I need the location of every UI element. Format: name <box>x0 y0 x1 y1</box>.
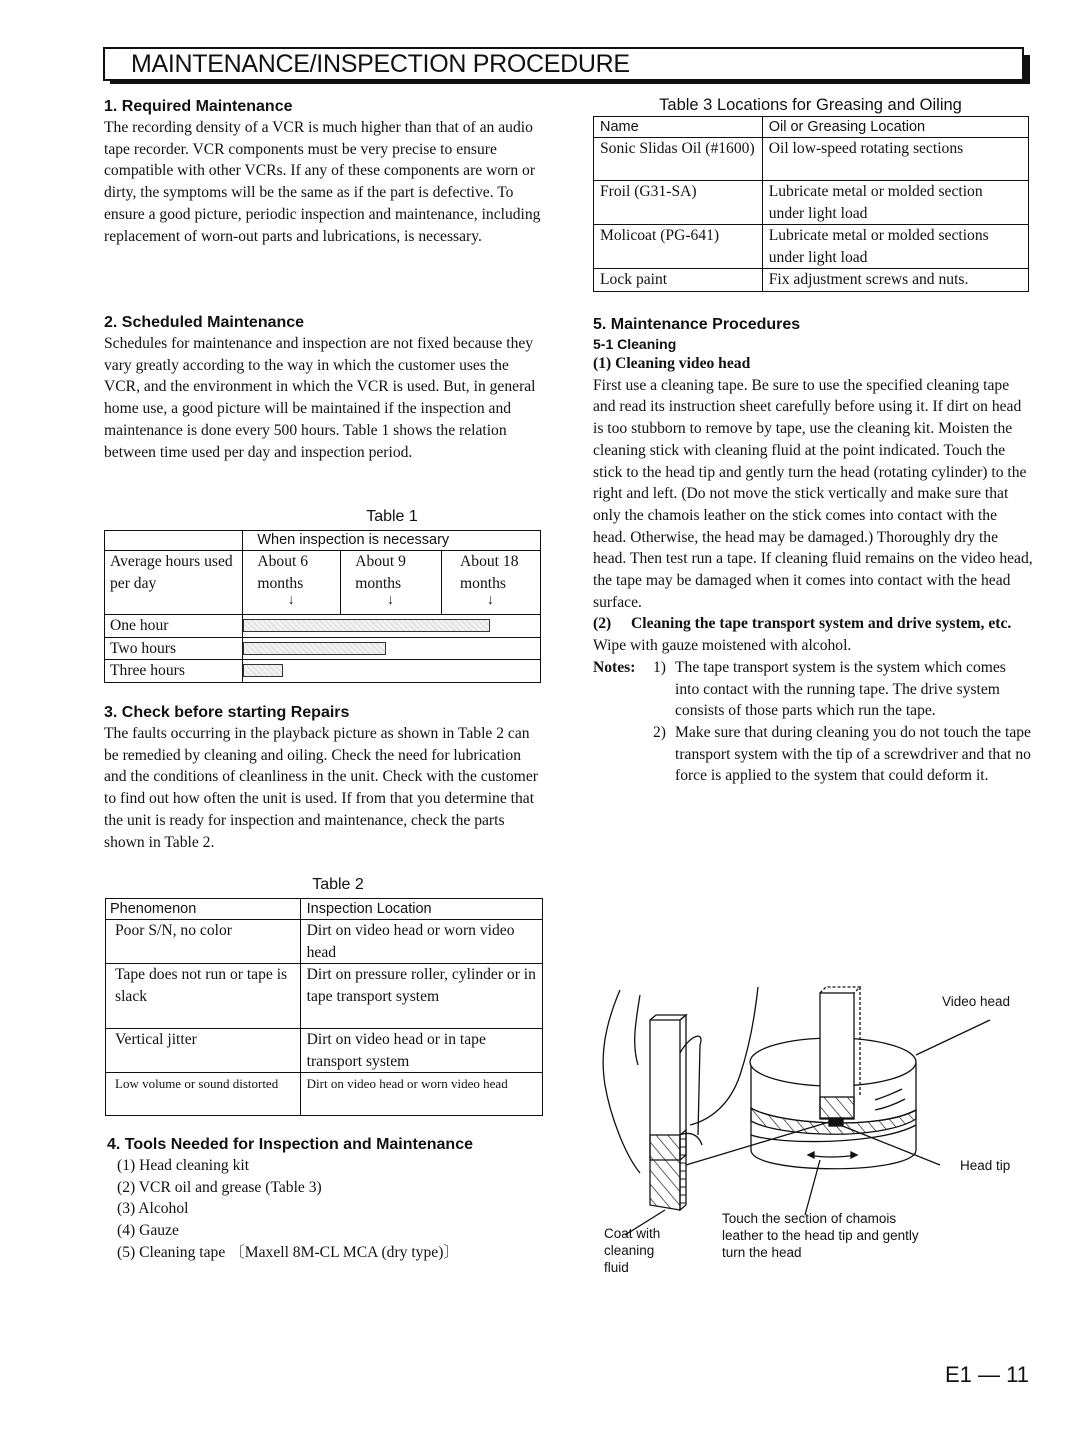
note-text: The tape transport system is the system which comes into contact with the running tape. The drive system consists of those parts which run the tape. <box>675 658 1006 720</box>
title-banner <box>103 47 1024 81</box>
table1-row-label: Two hours <box>105 637 243 660</box>
section-heading: 5. Maintenance Procedures <box>593 316 801 333</box>
table2-cell: Dirt on video head or worn video head <box>300 1073 542 1116</box>
table1-row-label: One hour <box>105 615 243 638</box>
figure-video-head-cleaning <box>580 975 1040 1285</box>
table2-caption: Table 2 <box>312 876 364 893</box>
table2-cell: Dirt on video head or worn video head <box>300 920 542 964</box>
table2-phenomena <box>105 898 543 1116</box>
table1-col-6-months <box>243 551 341 615</box>
table3-cell: Lubricate metal or molded section under light load <box>762 181 1028 225</box>
label-video-head: Video head <box>942 994 1011 1009</box>
section-maintenance-procedures <box>593 315 1033 787</box>
label-touch-chamois: Touch the section of chamois leather to the head tip and gently turn the head <box>722 1211 919 1260</box>
column-label: About 18 months <box>460 553 519 592</box>
notes-block <box>593 657 1033 787</box>
table2-cell: Vertical jitter <box>106 1029 301 1073</box>
notes-list <box>653 657 1033 787</box>
item-number: (2) <box>593 615 612 633</box>
down-arrow-icon: ↓ <box>387 593 395 608</box>
note-number: 1) <box>653 658 666 676</box>
table3-header-location: Oil or Greasing Location <box>762 117 1028 138</box>
table1-caption: Table 1 <box>366 508 418 525</box>
table1-group-header: When inspection is necessary <box>243 531 541 551</box>
section-heading: 2. Scheduled Maintenance <box>104 314 305 331</box>
list-item: (4) Gauze <box>117 1222 179 1240</box>
note-item <box>653 657 1033 722</box>
bar-18-months <box>243 619 490 632</box>
column-label: About 6 months <box>257 553 309 592</box>
table3-caption: Table 3 Locations for Greasing and Oiling <box>659 96 962 114</box>
section-body: Schedules for maintenance and inspection are not fixed because they vary greatly according to the way in which the customer uses the VCR, and the environment in which the VCR is used. But, in general home use, a good picture will be maintained if the inspection and maintenance is done every 500 hours. Table 1 shows the relation between time used per day and inspection period. <box>104 335 536 461</box>
down-arrow-icon: ↓ <box>287 593 295 608</box>
item-heading-text: Cleaning the tape transport system and drive system, etc. <box>631 615 1012 633</box>
page-number: E1 — 11 <box>945 1362 1029 1387</box>
section-tools-needed <box>107 1135 547 1264</box>
table3-cell: Lubricate metal or molded sections under light load <box>762 225 1028 269</box>
list-item: (2) VCR oil and grease (Table 3) <box>117 1178 322 1196</box>
table3-cell: Fix adjustment screws and nuts. <box>762 269 1028 292</box>
item-heading-transport <box>593 613 1033 635</box>
note-item <box>653 722 1033 787</box>
note-text: Make sure that during cleaning you do not touch the tape transport system with the tip of a screwdriver and that no force is applied to the system that could deform it. <box>675 723 1031 785</box>
table1-bar-cell <box>243 637 541 660</box>
note-number: 2) <box>653 723 666 741</box>
table2-cell: Dirt on pressure roller, cylinder or in tape transport system <box>300 964 542 1029</box>
list-item: (5) Cleaning tape 〔Maxell 8M-CL MCA (dry type)〕 <box>117 1243 459 1261</box>
table3-cell: Molicoat (PG-641) <box>594 225 763 269</box>
label-head-tip: Head tip <box>960 1158 1011 1173</box>
item-body-transport: Wipe with gauze moistened with alcohol. <box>593 637 852 655</box>
table3-greasing-locations <box>593 116 1029 292</box>
item-body-cleaning-video-head: First use a cleaning tape. Be sure to use the specified cleaning tape and read its instruction sheet carefully before using it. If dirt on head is too stubborn to remove by tape, use the cleaning kit. Moisten the cleaning stick with cleaning fluid at the point indicated. Touch the stick to the head tip and gently turn the head (rotating cylinder) to the right and left. (Do not move the stick vertically and make sure that only the chamois leather on the stick comes into contact with the head. Otherwise, the head may be damaged.) Thoroughly dry the head. Then test run a tape. If cleaning fluid remains on the video head, the tape may be damaged when it comes into contact with the head surface. <box>593 376 1033 611</box>
table3-header-name: Name <box>594 117 763 138</box>
table1-row-label: Three hours <box>105 660 243 683</box>
table1-bar-cell <box>243 615 541 638</box>
table3-cell: Lock paint <box>594 269 763 292</box>
table2-header-location: Inspection Location <box>300 899 542 920</box>
table2-cell: Dirt on video head or in tape transport system <box>300 1029 542 1073</box>
notes-label: Notes: <box>593 658 636 676</box>
table1-bar-cell <box>243 660 541 683</box>
table2-cell: Low volume or sound distorted <box>106 1073 301 1116</box>
subsection-heading-cleaning: 5-1 Cleaning <box>593 336 677 352</box>
section-heading: 3. Check before starting Repairs <box>104 704 350 721</box>
label-coat-fluid: Coat with cleaning fluid <box>604 1226 661 1275</box>
table1-empty-cell <box>105 531 243 551</box>
bar-6-months <box>243 664 283 677</box>
table2-cell: Tape does not run or tape is slack <box>106 964 301 1029</box>
table2-header-phenomenon: Phenomenon <box>106 899 301 920</box>
list-item: (3) Alcohol <box>117 1200 189 1218</box>
table3-cell: Oil low-speed rotating sections <box>762 138 1028 181</box>
table3-cell: Sonic Slidas Oil (#1600) <box>594 138 763 181</box>
table1-row-header: Average hours used per day <box>105 551 243 615</box>
table2-cell: Poor S/N, no color <box>106 920 301 964</box>
table1-inspection-period <box>104 530 541 683</box>
table3-cell: Froil (G31-SA) <box>594 181 763 225</box>
section-body: The recording density of a VCR is much higher than that of an audio tape recorder. VCR components must be very precise to ensure compatible with other VCRs. If any of these components are worn or dirty, the symptoms will be the same as if the part is defective. To ensure a good picture, periodic inspection and maintenance, including replacement of worn-out parts and lubrications, is necessary. <box>104 119 541 245</box>
section-scheduled-maintenance <box>104 313 544 463</box>
list-item: (1) Head cleaning kit <box>117 1157 250 1174</box>
tools-list <box>117 1155 547 1264</box>
item-heading-cleaning-video-head: (1) Cleaning video head <box>593 355 751 372</box>
bar-9-months <box>243 642 386 655</box>
table1-col-9-months <box>341 551 442 615</box>
section-check-before-repairs <box>104 703 544 853</box>
section-heading: 1. Required Maintenance <box>104 98 293 115</box>
column-label: About 9 months <box>355 553 406 592</box>
section-required-maintenance <box>104 97 544 247</box>
page-title: MAINTENANCE/INSPECTION PROCEDURE <box>131 50 630 78</box>
section-body: The faults occurring in the playback picture as shown in Table 2 can be remedied by cleaning and oiling. Check the need for lubrication and the conditions of cleanliness in the unit. Check with the customer to find out how often the unit is used. If from that you determine that the unit is ready for inspection and maintenance, check the parts shown in Table 2. <box>104 725 538 851</box>
section-heading: 4. Tools Needed for Inspection and Maintenance <box>107 1136 473 1153</box>
down-arrow-icon: ↓ <box>487 593 494 608</box>
table1-col-18-months <box>442 551 541 615</box>
